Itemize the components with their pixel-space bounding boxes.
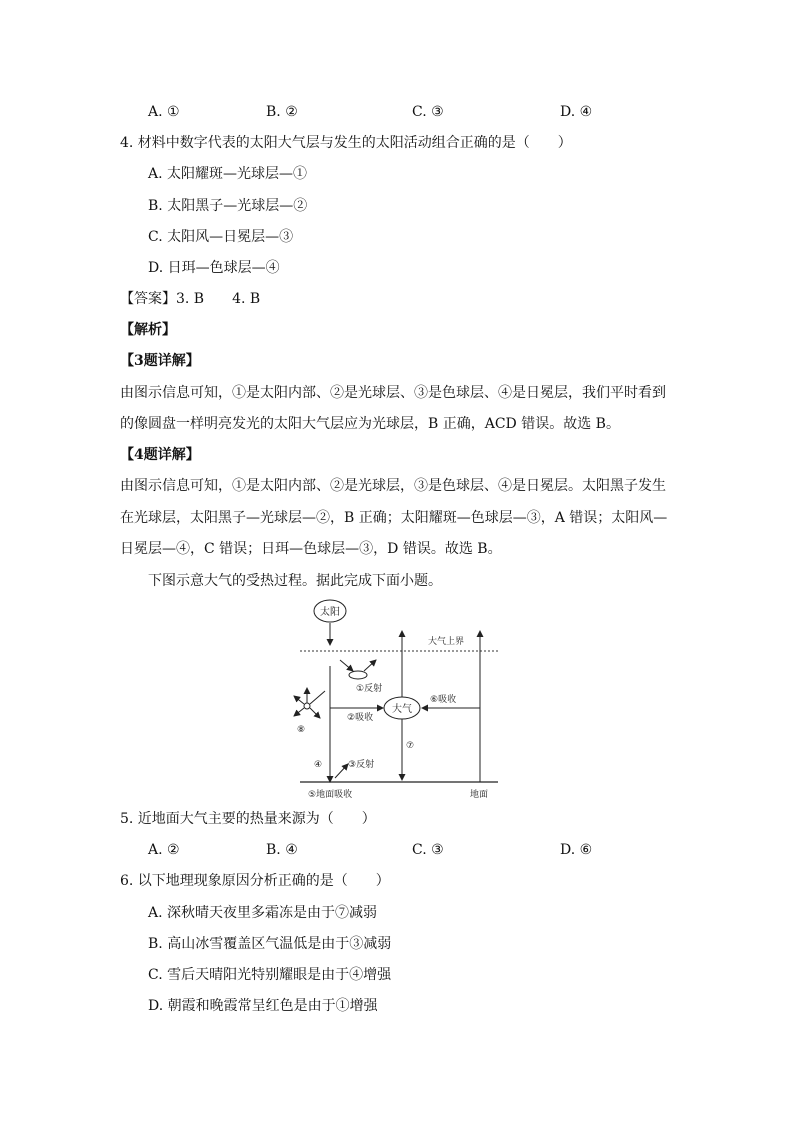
q6-option-b[interactable]: B. 高山冰雪覆盖区气温低是由于③减弱 <box>148 936 392 952</box>
absorb-2-label: ②吸收 <box>347 713 374 723</box>
atmosphere-label: 大气 <box>392 704 412 715</box>
scatter-arrow-3 <box>294 708 304 716</box>
diagram-intro: 下图示意大气的受热过程。据此完成下面小题。 <box>148 573 442 589</box>
q3-detail-line-2: 的像圆盘一样明亮发光的太阳大气层应为光球层，B 正确，ACD 错误。故选 B。 <box>120 416 620 432</box>
q5-stem: 5. 近地面大气主要的热量来源为（ ） <box>120 811 376 827</box>
q4-option-a[interactable]: A. 太阳耀斑—光球层—① <box>148 166 308 182</box>
reflect-1-out-arrow <box>364 660 376 671</box>
cloud-shape <box>349 671 367 679</box>
scatter-arrow-2 <box>294 696 304 704</box>
answer-line: 【答案】3. B 4. B <box>120 291 261 307</box>
q3-option-c[interactable]: C. ③ <box>412 104 444 120</box>
q5-options <box>0 840 794 860</box>
q3-detail-label: 【3题详解】 <box>120 353 200 369</box>
q4-stem: 4. 材料中数字代表的太阳大气层与发生的太阳活动组合正确的是（ ） <box>120 135 572 151</box>
q6-option-a[interactable]: A. 深秋晴天夜里多霜冻是由于⑦减弱 <box>148 905 378 921</box>
analysis-label: 【解析】 <box>120 322 176 338</box>
q4-option-d[interactable]: D. 日珥—色球层—④ <box>148 260 280 276</box>
q4-detail-line-1: 由图示信息可知，①是太阳内部、②是光球层，③是色球层、④是日冕层。太阳黑子发生 <box>120 478 666 494</box>
q4-detail-line-3: 日冕层—④，C 错误；日珥—色球层—③，D 错误。故选 B。 <box>120 541 502 557</box>
atmosphere-heating-diagram <box>280 596 510 808</box>
q4-detail-label: 【4题详解】 <box>120 447 200 463</box>
q4-option-c[interactable]: C. 太阳风—日冕层—③ <box>148 229 294 245</box>
scatter-label: ⑧ <box>297 725 306 735</box>
reflect-3-label: ③反射 <box>348 760 375 770</box>
reflect-1-in-arrow <box>340 660 353 671</box>
q5-option-d[interactable]: D. ⑥ <box>560 842 593 858</box>
q6-option-c[interactable]: C. 雪后天晴阳光特别耀眼是由于④增强 <box>148 967 392 983</box>
q5-option-b[interactable]: B. ④ <box>266 842 298 858</box>
reflect-3-arrow <box>335 764 348 778</box>
ground-label: 地面 <box>470 790 489 800</box>
counter-radiation-label: ⑦ <box>406 741 415 751</box>
reflect-1-label: ①反射 <box>356 684 383 694</box>
scatter-in-line <box>310 691 325 704</box>
q3-option-b[interactable]: B. ② <box>266 104 298 120</box>
absorb-6-label: ⑥吸收 <box>430 695 457 705</box>
q3-options <box>0 102 794 122</box>
label-4: ④ <box>314 760 323 770</box>
q5-option-c[interactable]: C. ③ <box>412 842 444 858</box>
q5-option-a[interactable]: A. ② <box>148 842 180 858</box>
ground-absorb-label: ⑤地面吸收 <box>308 790 353 800</box>
top-boundary-label: 大气上界 <box>428 637 465 647</box>
q3-option-a[interactable]: A. ① <box>148 104 180 120</box>
q3-detail-line-1: 由图示信息可知，①是太阳内部、②是光球层、③是色球层、④是日冕层，我们平时看到 <box>120 385 666 401</box>
q3-option-d[interactable]: D. ④ <box>560 104 593 120</box>
q4-option-b[interactable]: B. 太阳黑子—光球层—② <box>148 198 308 214</box>
q4-detail-line-2: 在光球层，太阳黑子—光球层—②，B 正确；太阳耀斑—色球层—③，A 错误；太阳风— <box>120 510 668 526</box>
sun-label: 太阳 <box>320 607 340 618</box>
scatter-particle <box>304 703 310 709</box>
q6-option-d[interactable]: D. 朝霞和晚霞常呈红色是由于①增强 <box>148 998 378 1014</box>
q6-stem: 6. 以下地理现象原因分析正确的是（ ） <box>120 873 390 889</box>
scatter-arrow-4 <box>310 708 320 718</box>
